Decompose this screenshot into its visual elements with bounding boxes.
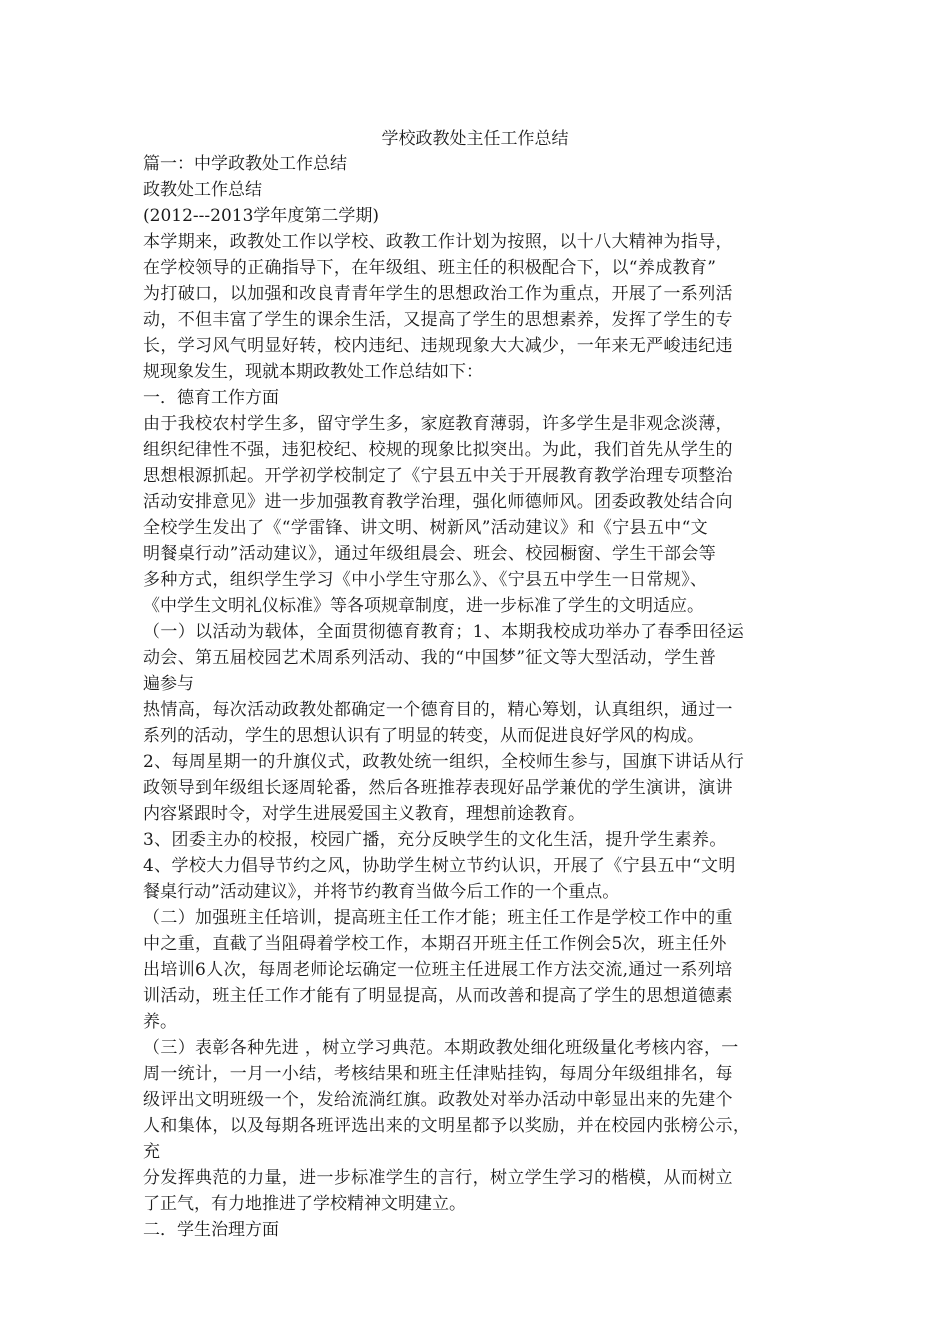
text-line: 多种方式，组织学生学习《中小学生守那么》、《宁县五中学生一日常规》、: [143, 570, 708, 590]
text-line: 遍参与: [143, 674, 194, 694]
text-line: 了正气，有力地推进了学校精神文明建立。: [143, 1194, 466, 1214]
document-body: [143, 151, 815, 1243]
text-line: 训活动，班主任工作才能有了明显提高，从而改善和提高了学生的思想道德素: [143, 986, 733, 1006]
text-line: （一）以活动为载体，全面贯彻德育教育；1、本期我校成功举办了春季田径运: [143, 622, 745, 642]
text-line: 篇一：中学政教处工作总结: [143, 154, 347, 174]
text-line: 为打破口，以加强和改良青青年学生的思想政治工作为重点，开展了一系列活: [143, 284, 733, 304]
text-line: 热情高，每次活动政教处都确定一个德育目的，精心筹划，认真组织，通过一: [143, 700, 733, 720]
text-line: 全校学生发出了《“学雷锋、讲文明、树新风”活动建议》和《宁县五中“文: [143, 518, 708, 538]
text-line: （三）表彰各种先进 ，树立学习典范。本期政教处细化班级量化考核内容，一: [143, 1038, 739, 1058]
text-line: (2012---2013学年度第二学期): [143, 206, 380, 226]
text-line: 系列的活动，学生的思想认识有了明显的转变，从而促进良好学风的构成。: [143, 726, 704, 746]
text-line: 出培训6人次，每周老师论坛确定一位班主任进展工作方法交流,通过一系列培: [143, 960, 733, 980]
text-line: 一．德育工作方面: [143, 388, 279, 408]
text-line: （二）加强班主任培训，提高班主任工作才能；班主任工作是学校工作中的重: [143, 908, 733, 928]
text-line: 由于我校农村学生多，留守学生多，家庭教育薄弱，许多学生是非观念淡薄，: [143, 414, 733, 434]
text-line: 在学校领导的正确指导下，在年级组、班主任的积极配合下，以“养成教育”: [143, 258, 717, 278]
text-line: 二．学生治理方面: [143, 1220, 279, 1240]
text-line: 中之重，直截了当阻碍着学校工作，本期召开班主任工作例会5次，班主任外: [143, 934, 727, 954]
text-line: 动会、第五届校园艺术周系列活动、我的“中国梦”征文等大型活动，学生普: [143, 648, 717, 668]
text-line: 充: [143, 1142, 160, 1162]
text-line: 思想根源抓起。开学初学校制定了《宁县五中关于开展教育教学治理专项整治: [143, 466, 733, 486]
text-line: 组织纪律性不强，违犯校纪、校规的现象比拟突出。为此，我们首先从学生的: [143, 440, 733, 460]
text-line: 周一统计，一月一小结，考核结果和班主任津贴挂钩，每周分年级组排名，每: [143, 1064, 733, 1084]
text-line: 活动安排意见》进一步加强教育教学治理，强化师德师风。团委政教处结合向: [143, 492, 733, 512]
text-line: 明餐桌行动”活动建议》，通过年级组晨会、班会、校园橱窗、学生干部会等: [143, 544, 717, 564]
text-line: 级评出文明班级一个，发给流淌红旗。政教处对举办活动中彰显出来的先建个: [143, 1090, 733, 1110]
document-title: 学校政教处主任工作总结: [381, 129, 569, 149]
text-line: 政领导到年级组长逐周轮番，然后各班推荐表现好品学兼优的学生演讲，演讲: [143, 778, 733, 798]
text-line: 政教处工作总结: [143, 180, 262, 200]
text-line: 本学期来，政教处工作以学校、政教工作计划为按照，以十八大精神为指导，: [143, 232, 733, 252]
text-line: 人和集体，以及每期各班评选出来的文明星都予以奖励，并在校园内张榜公示，: [143, 1116, 751, 1136]
text-line: 4、学校大力倡导节约之风，协助学生树立节约认识，开展了《宁县五中“文明: [143, 856, 736, 876]
text-line: 餐桌行动”活动建议》，并将节约教育当做今后工作的一个重点。: [143, 882, 620, 902]
text-line: 养。: [143, 1012, 177, 1032]
text-line: 内容紧跟时令，对学生进展爱国主义教育，理想前途教育。: [143, 804, 585, 824]
text-line: 3、团委主办的校报，校园广播，充分反映学生的文化生活，提升学生素养。: [143, 830, 727, 850]
text-line: 动，不但丰富了学生的课余生活，又提高了学生的思想素养，发挥了学生的专: [143, 310, 733, 330]
text-line: 《中学生文明礼仪标准》等各项规章制度，进一步标准了学生的文明适应。: [143, 596, 704, 616]
text-line: 长，学习风气明显好转，校内违纪、违规现象大大减少，一年来无严峻违纪违: [143, 336, 733, 356]
text-line: 分发挥典范的力量，进一步标准学生的言行，树立学生学习的楷模，从而树立: [143, 1168, 733, 1188]
text-line: 2、每周星期一的升旗仪式，政教处统一组织，全校师生参与，国旗下讲话从行: [143, 752, 745, 772]
text-line: 规现象发生，现就本期政教处工作总结如下：: [143, 362, 483, 382]
